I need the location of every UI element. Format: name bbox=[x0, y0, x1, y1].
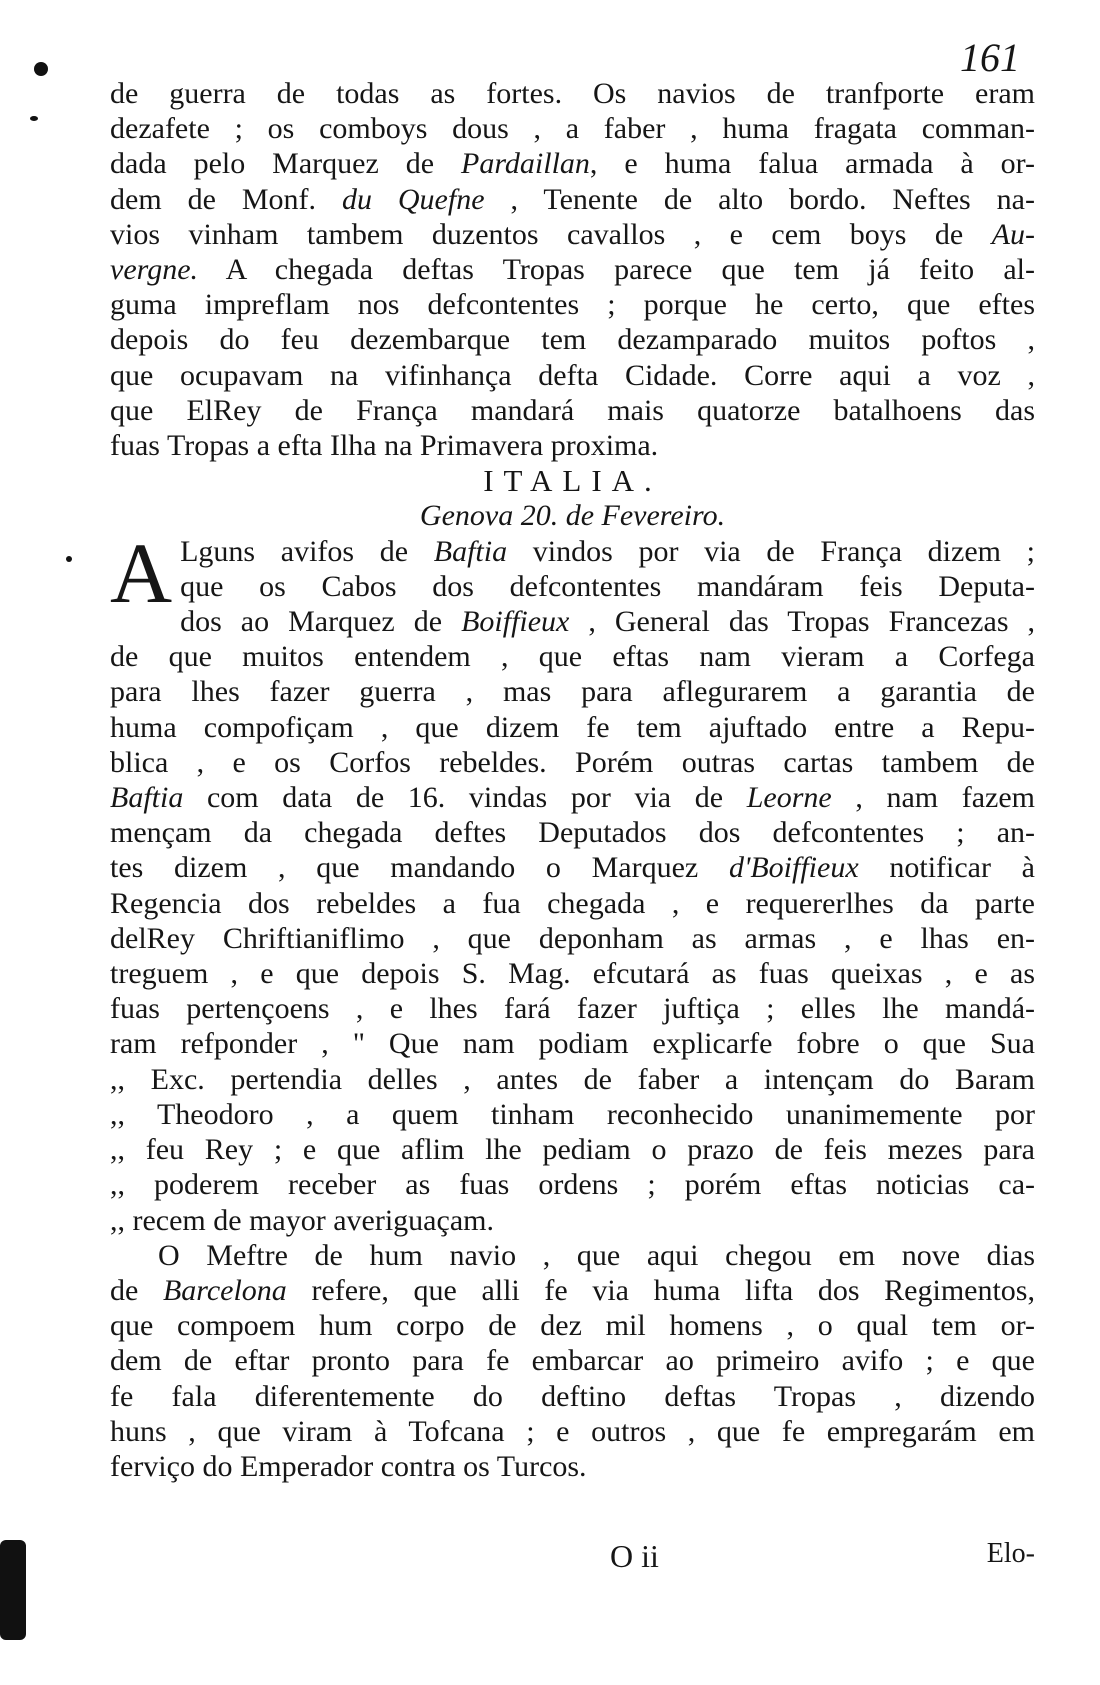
text-line: fe fala diferentemente do deftino deftas Tropas , dizendo bbox=[110, 1379, 1035, 1413]
text-line: ,, recem de mayor averiguaçam. bbox=[110, 1203, 494, 1237]
drop-cap: A bbox=[110, 524, 173, 621]
paragraph-1 bbox=[110, 76, 1035, 463]
text-line: dos ao Marquez de Boiffieux , General das Tropas Francezas , bbox=[180, 605, 1036, 639]
page-footer bbox=[110, 1538, 1035, 1578]
text-line: Baftia com data de 16. vindas por via de Leorne , nam fazem bbox=[110, 781, 1036, 815]
text-line: de Barcelona refere, que alli fe via huma lifta dos Regimentos, bbox=[110, 1273, 1035, 1307]
text-line: que compoem hum corpo de dez mil homens , o qual tem or- bbox=[110, 1309, 1035, 1343]
text-line: Lguns avifos de Baftia vindos por via de França dizem ; bbox=[180, 534, 1035, 568]
text-line: mençam da chegada deftes Deputados dos defcontentes ; an- bbox=[110, 816, 1035, 850]
text-line: fuas Tropas a efta Ilha na Primavera proxima. bbox=[110, 429, 659, 463]
text-line: delRey Chriftianiflimo , que deponham as armas , e lhas en- bbox=[110, 921, 1035, 955]
text-line: que os Cabos dos defcontentes mandáram feis Deputa- bbox=[180, 569, 1035, 603]
signature-mark: O ii bbox=[610, 1538, 659, 1574]
text-line: blica , e os Corfos rebeldes. Porém outras cartas tambem de bbox=[110, 745, 1035, 779]
text-line: dada pelo Marquez de Pardaillan, e huma falua armada à or- bbox=[110, 147, 1036, 181]
text-line: tes dizem , que mandando o Marquez d'Boiffieux notificar à bbox=[110, 851, 1035, 885]
ink-speck bbox=[34, 62, 48, 76]
page-edge-shadow bbox=[0, 1540, 26, 1640]
text-line: ,, poderem receber as fuas ordens ; porém eftas noticias ca- bbox=[110, 1168, 1035, 1202]
text-line: ,, Theodoro , a quem tinham reconhecido unanimemente por bbox=[110, 1097, 1035, 1131]
text-line: ram refponder , " Que nam podiam explicarfe fobre o que Sua bbox=[110, 1027, 1035, 1061]
text-line: dem de eftar pronto para fe embarcar ao primeiro avifo ; e que bbox=[110, 1344, 1035, 1378]
text-line: huma compofiçam , que dizem fe tem ajuftado entre a Repu- bbox=[110, 710, 1035, 744]
catchword: Elo- bbox=[986, 1538, 1035, 1569]
text-line: de que muitos entendem , que eftas nam vieram a Corfega bbox=[110, 640, 1035, 674]
text-line: de guerra de todas as fortes. Os navios de tranfporte eram bbox=[110, 77, 1035, 110]
text-line: O Meftre de hum navio , que aqui chegou em nove dias bbox=[158, 1238, 1035, 1272]
text-line: ferviço do Emperador contra os Turcos. bbox=[110, 1449, 587, 1483]
ink-speck bbox=[30, 116, 38, 121]
text-column bbox=[110, 76, 1035, 1484]
dateline: Genova 20. de Fevereiro. bbox=[419, 499, 726, 533]
section-heading: ITALIA. bbox=[483, 463, 662, 499]
text-line: para lhes fazer guerra , mas para aflegurarem a garantia de bbox=[110, 675, 1035, 709]
text-line: huns , que viram à Tofcana ; e outros , que fe empregarám em bbox=[110, 1414, 1035, 1448]
text-line: guma impreflam nos defcontentes ; porque he certo, que eftes bbox=[110, 288, 1035, 322]
text-line: ,, feu Rey ; e que aflim lhe pediam o prazo de feis mezes para bbox=[110, 1133, 1035, 1167]
text-line: vios vinham tambem duzentos cavallos , e cem boys de Au- bbox=[110, 217, 1035, 251]
paragraph-2 bbox=[110, 524, 1036, 1238]
page-number: 161 bbox=[960, 35, 1020, 80]
text-line: treguem , e que depois S. Mag. efcutará as fuas queixas , e as bbox=[110, 957, 1035, 991]
ink-speck bbox=[66, 556, 72, 562]
text-line: ,, Exc. pertendia delles , antes de faber a intençam do Baram bbox=[110, 1062, 1035, 1096]
text-line: depois do feu dezembarque tem dezamparado muitos poftos , bbox=[110, 323, 1035, 357]
text-line: vergne. A chegada deftas Tropas parece que tem já feito al- bbox=[110, 253, 1035, 287]
text-line: Regencia dos rebeldes a fua chegada , e requererlhes da parte bbox=[110, 886, 1035, 920]
text-line: que ocupavam na vifinhança defta Cidade. Corre aqui a voz , bbox=[110, 358, 1035, 392]
text-line: que ElRey de França mandará mais quatorze batalhoens das bbox=[110, 393, 1035, 427]
text-line: dezafete ; os comboys dous , a faber , huma fragata comman- bbox=[110, 112, 1035, 146]
paragraph-3 bbox=[110, 1238, 1035, 1484]
text-line: fuas pertençoens , e lhes fará fazer juftiça ; elles lhe mandá- bbox=[110, 992, 1035, 1026]
text-line: dem de Monf. du Quefne , Tenente de alto bordo. Neftes na- bbox=[110, 182, 1035, 216]
